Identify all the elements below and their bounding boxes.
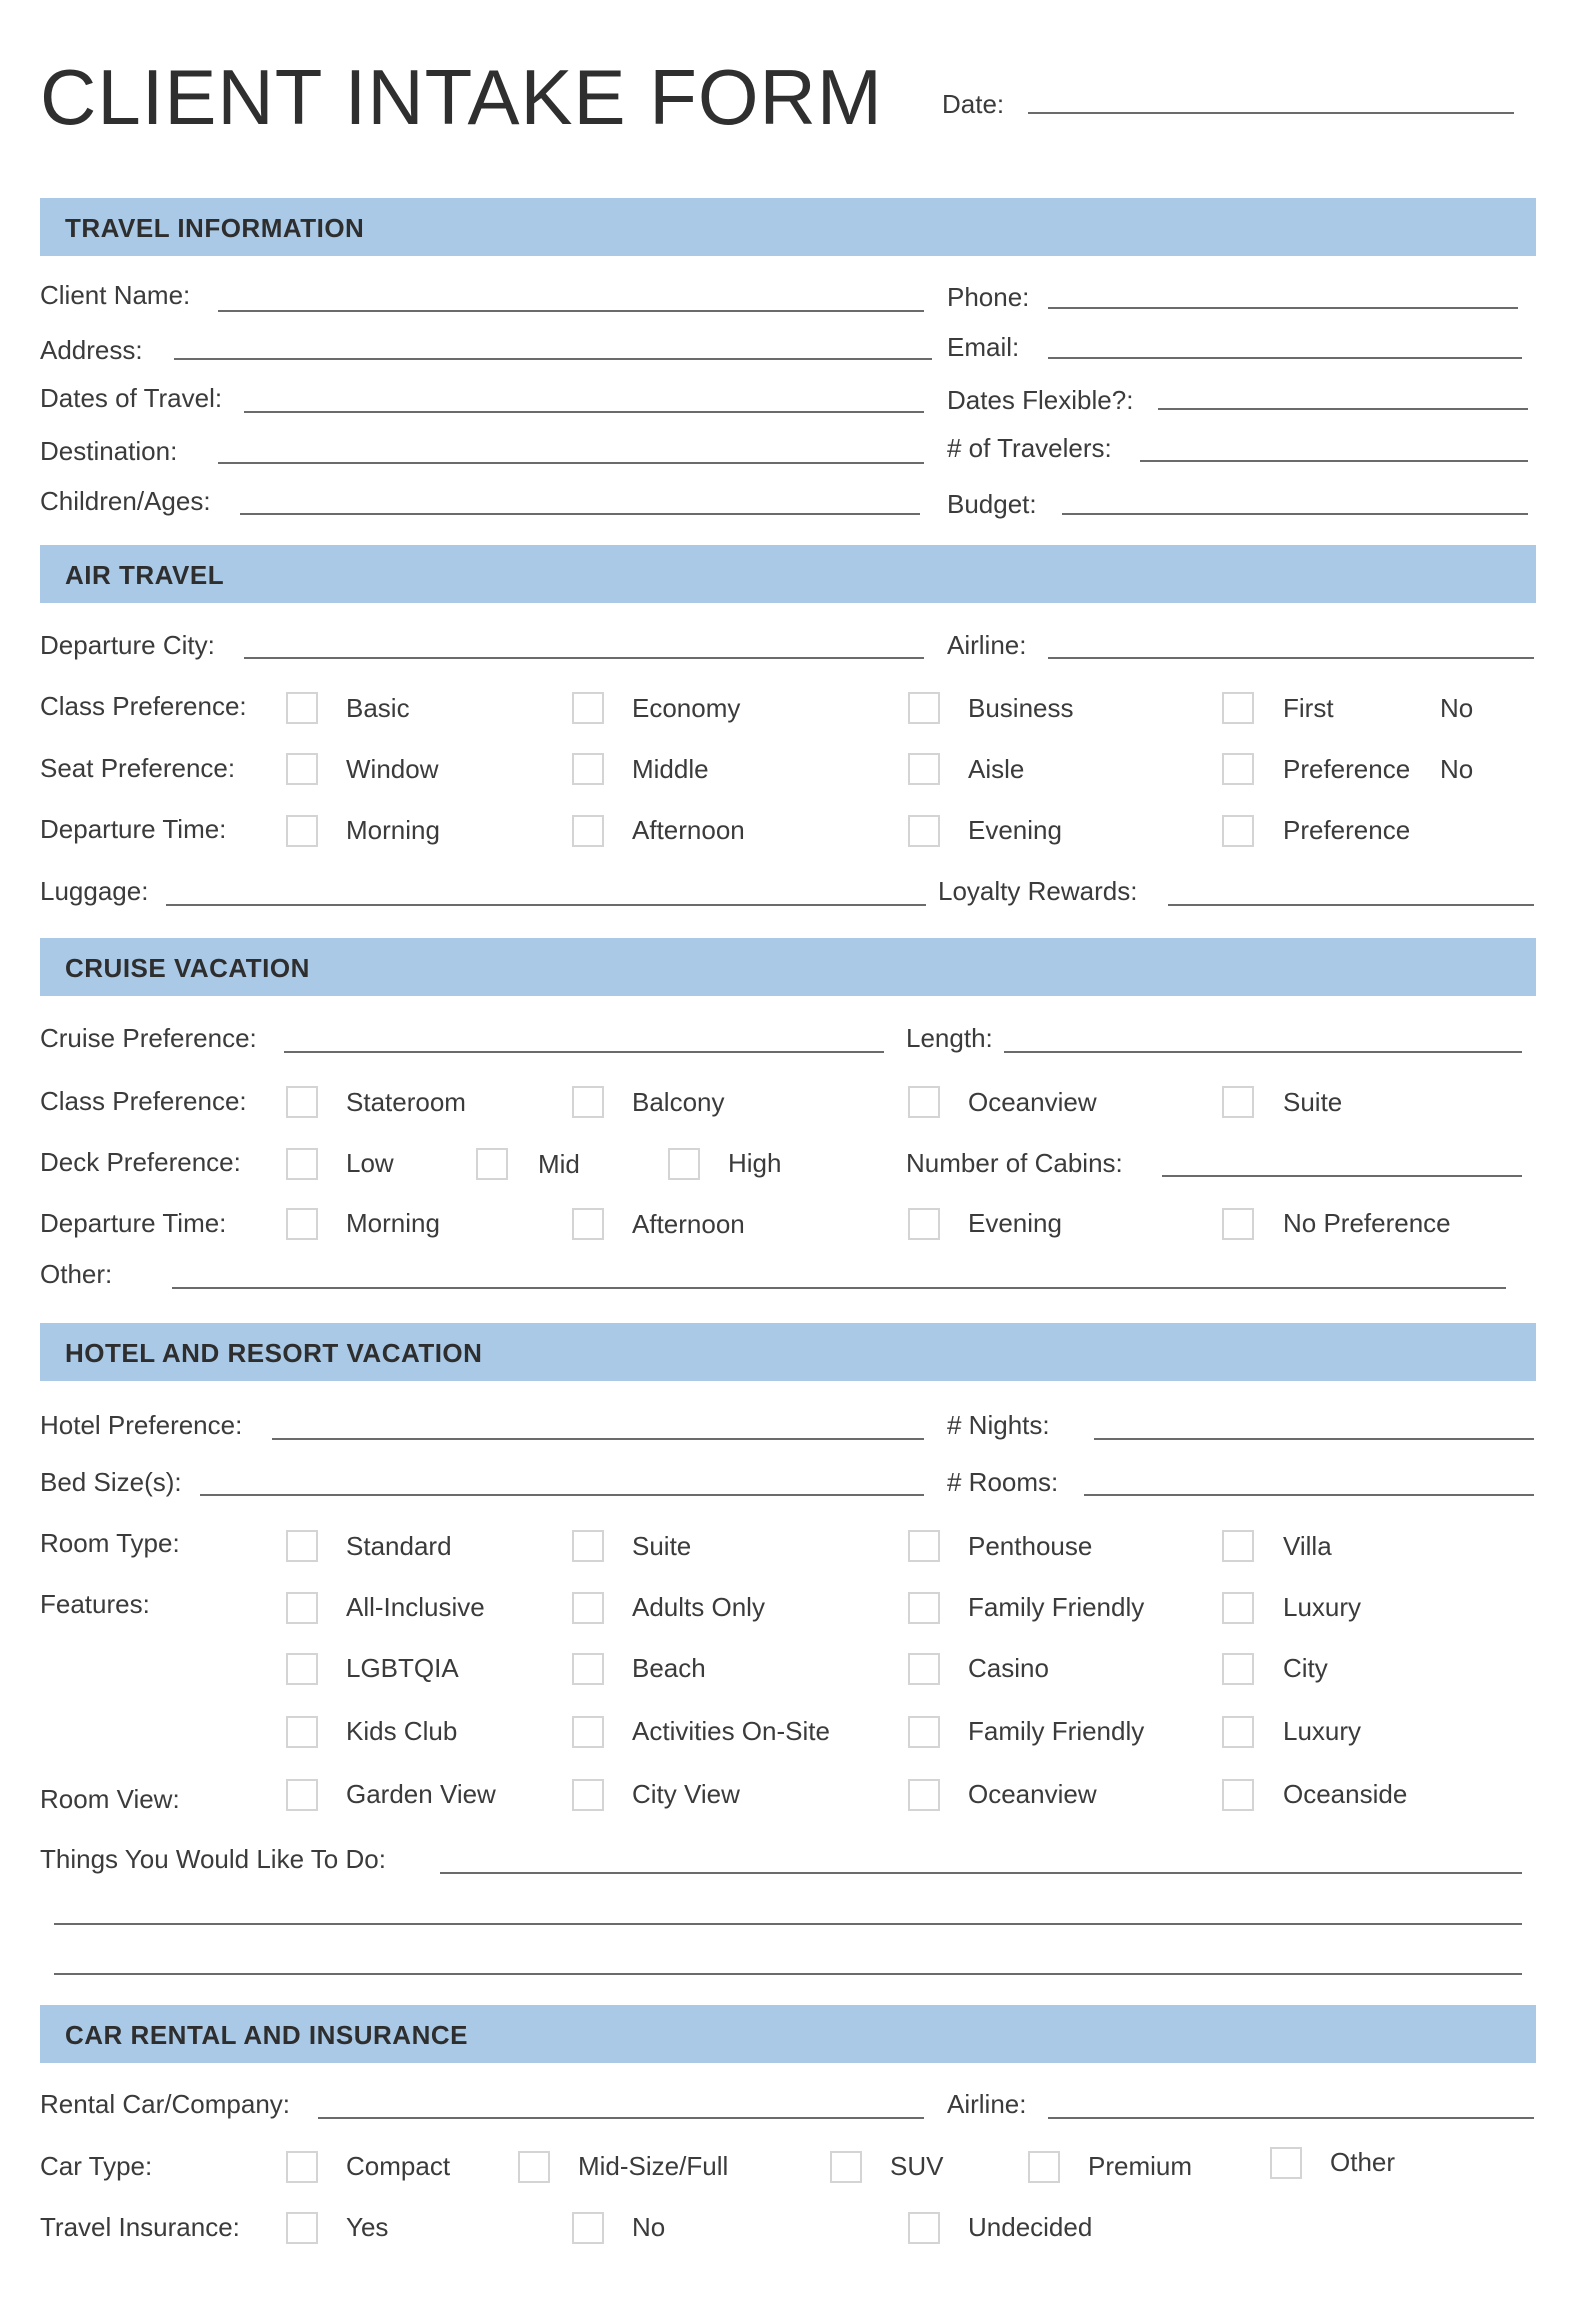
hotel-preference-label: Hotel Preference:	[40, 1410, 243, 1440]
form-title: CLIENT INTAKE FORM	[40, 53, 883, 141]
number-of-cabins-label: Number of Cabins:	[906, 1148, 1123, 1178]
date-label: Date:	[942, 89, 1005, 119]
class-business-checkbox[interactable]	[908, 692, 940, 724]
feature-family-friendly-label: Family Friendly	[968, 1592, 1145, 1622]
cruise-oceanview-label: Oceanview	[968, 1087, 1097, 1117]
deck-low-label: Low	[346, 1148, 394, 1178]
view-garden-checkbox[interactable]	[286, 1779, 318, 1811]
time-evening-checkbox[interactable]	[908, 815, 940, 847]
dates-flexible-label: Dates Flexible?:	[947, 385, 1134, 415]
view-oceanview-checkbox[interactable]	[908, 1779, 940, 1811]
insurance-no-label: No	[632, 2212, 666, 2242]
dates-of-travel-field[interactable]	[244, 411, 924, 413]
cruise-class-label: Class Preference:	[40, 1086, 247, 1116]
class-economy-label: Economy	[632, 693, 741, 723]
section-title: TRAVEL INFORMATION	[65, 213, 365, 243]
car-compact-checkbox[interactable]	[286, 2151, 318, 2183]
time-morning-label: Morning	[346, 815, 440, 845]
cruise-balcony-label: Balcony	[632, 1087, 725, 1117]
no-text: No	[1440, 754, 1474, 784]
class-first-label: First	[1283, 693, 1334, 723]
cruise-balcony-checkbox[interactable]	[572, 1086, 604, 1118]
feature-luxury-2-checkbox[interactable]	[1222, 1716, 1254, 1748]
class-basic-label: Basic	[346, 693, 410, 723]
departure-city-field[interactable]	[244, 657, 924, 659]
other-field[interactable]	[172, 1287, 1506, 1289]
feature-luxury-checkbox[interactable]	[1222, 1592, 1254, 1624]
car-premium-label: Premium	[1088, 2151, 1193, 2181]
car-compact-label: Compact	[346, 2151, 451, 2181]
airline-label: Airline:	[947, 630, 1027, 660]
room-penthouse-checkbox[interactable]	[908, 1530, 940, 1562]
view-oceanside-label: Oceanside	[1283, 1779, 1408, 1809]
children-ages-label: Children/Ages:	[40, 486, 211, 516]
bed-size-field[interactable]	[200, 1494, 924, 1496]
other-label: Other:	[40, 1259, 113, 1289]
client-name-label: Client Name:	[40, 280, 191, 310]
insurance-undecided-checkbox[interactable]	[908, 2212, 940, 2244]
date-field[interactable]	[1028, 112, 1514, 114]
feature-beach-label: Beach	[632, 1653, 706, 1683]
num-travelers-field[interactable]	[1140, 460, 1528, 462]
deck-mid-label: Mid	[538, 1149, 580, 1179]
rooms-field[interactable]	[1084, 1494, 1534, 1496]
view-city-label: City View	[632, 1779, 740, 1809]
deck-preference-label: Deck Preference:	[40, 1147, 241, 1177]
feature-city-checkbox[interactable]	[1222, 1653, 1254, 1685]
car-type-label: Car Type:	[40, 2151, 153, 2181]
cruise-no-preference-label: No Preference	[1283, 1208, 1451, 1238]
destination-label: Destination:	[40, 436, 178, 466]
loyalty-rewards-field[interactable]	[1168, 904, 1534, 906]
feature-family-friendly-checkbox[interactable]	[908, 1592, 940, 1624]
view-garden-label: Garden View	[346, 1779, 496, 1809]
car-mid-size-checkbox[interactable]	[518, 2151, 550, 2183]
travel-insurance-label: Travel Insurance:	[40, 2212, 240, 2242]
departure-time-label: Departure Time:	[40, 814, 227, 844]
number-of-cabins-field[interactable]	[1162, 1175, 1522, 1177]
rooms-label: # Rooms:	[947, 1467, 1059, 1497]
feature-kids-club-checkbox[interactable]	[286, 1716, 318, 1748]
seat-preference-label: Seat Preference:	[40, 753, 236, 783]
things-to-do-field-line-2[interactable]	[54, 1923, 1522, 1925]
phone-label: Phone:	[947, 282, 1030, 312]
nights-field[interactable]	[1094, 1438, 1534, 1440]
feature-lgbtqia-label: LGBTQIA	[346, 1653, 459, 1683]
room-penthouse-label: Penthouse	[968, 1531, 1093, 1561]
section-title: HOTEL AND RESORT VACATION	[65, 1338, 483, 1368]
length-label: Length:	[906, 1023, 993, 1053]
dates-flexible-field[interactable]	[1158, 408, 1528, 410]
feature-beach-checkbox[interactable]	[572, 1653, 604, 1685]
seat-no-preference-checkbox[interactable]	[1222, 753, 1254, 785]
time-afternoon-checkbox[interactable]	[572, 815, 604, 847]
feature-activities-checkbox[interactable]	[572, 1716, 604, 1748]
budget-label: Budget:	[947, 489, 1037, 519]
room-suite-label: Suite	[632, 1531, 692, 1561]
feature-family-friendly-2-label: Family Friendly	[968, 1716, 1145, 1746]
room-standard-checkbox[interactable]	[286, 1530, 318, 1562]
destination-field[interactable]	[218, 462, 924, 464]
time-no-preference-checkbox[interactable]	[1222, 815, 1254, 847]
children-ages-field[interactable]	[240, 513, 920, 515]
class-preference-label: Class Preference:	[40, 691, 247, 721]
car-other-label: Other	[1330, 2147, 1396, 2177]
rental-company-field[interactable]	[318, 2117, 924, 2119]
loyalty-rewards-label: Loyalty Rewards:	[938, 876, 1138, 906]
room-villa-checkbox[interactable]	[1222, 1530, 1254, 1562]
seat-middle-label: Middle	[632, 754, 709, 784]
section-title: CAR RENTAL AND INSURANCE	[65, 2020, 468, 2050]
insurance-yes-checkbox[interactable]	[286, 2212, 318, 2244]
deck-high-label: High	[728, 1148, 782, 1178]
deck-mid-checkbox[interactable]	[476, 1148, 508, 1180]
car-suv-checkbox[interactable]	[830, 2151, 862, 2183]
length-field[interactable]	[1004, 1051, 1522, 1053]
cruise-stateroom-checkbox[interactable]	[286, 1086, 318, 1118]
cruise-morning-checkbox[interactable]	[286, 1208, 318, 1240]
things-to-do-label: Things You Would Like To Do:	[40, 1844, 386, 1874]
email-field[interactable]	[1048, 357, 1522, 359]
nights-label: # Nights:	[947, 1410, 1050, 1440]
feature-casino-label: Casino	[968, 1653, 1049, 1683]
time-afternoon-label: Afternoon	[632, 815, 745, 845]
things-to-do-field-line-3[interactable]	[54, 1973, 1522, 1975]
cruise-stateroom-label: Stateroom	[346, 1087, 466, 1117]
cruise-afternoon-label: Afternoon	[632, 1209, 745, 1239]
class-basic-checkbox[interactable]	[286, 692, 318, 724]
address-field[interactable]	[174, 358, 932, 360]
room-type-label: Room Type:	[40, 1528, 180, 1558]
room-standard-label: Standard	[346, 1531, 452, 1561]
time-preference-label: Preference	[1283, 815, 1411, 845]
departure-city-label: Departure City:	[40, 630, 215, 660]
insurance-no-checkbox[interactable]	[572, 2212, 604, 2244]
room-villa-label: Villa	[1283, 1531, 1332, 1561]
time-evening-label: Evening	[968, 815, 1062, 845]
section-header-car-rental	[40, 2005, 1536, 2063]
cruise-preference-field[interactable]	[284, 1051, 884, 1053]
feature-luxury-2-label: Luxury	[1283, 1716, 1362, 1746]
cruise-departure-time-label: Departure Time:	[40, 1208, 227, 1238]
seat-middle-checkbox[interactable]	[572, 753, 604, 785]
view-oceanside-checkbox[interactable]	[1222, 1779, 1254, 1811]
num-travelers-label: # of Travelers:	[947, 433, 1112, 463]
seat-window-label: Window	[346, 754, 439, 784]
feature-lgbtqia-checkbox[interactable]	[286, 1653, 318, 1685]
phone-field[interactable]	[1048, 307, 1518, 309]
bed-size-label: Bed Size(s):	[40, 1467, 182, 1497]
cruise-suite-label: Suite	[1283, 1087, 1343, 1117]
section-title: AIR TRAVEL	[65, 560, 225, 590]
car-airline-field[interactable]	[1048, 2117, 1534, 2119]
insurance-yes-label: Yes	[346, 2212, 389, 2242]
feature-kids-club-label: Kids Club	[346, 1716, 458, 1746]
feature-all-inclusive-checkbox[interactable]	[286, 1592, 318, 1624]
cruise-morning-label: Morning	[346, 1208, 440, 1238]
seat-window-checkbox[interactable]	[286, 753, 318, 785]
section-header-air-travel	[40, 545, 1536, 603]
room-suite-checkbox[interactable]	[572, 1530, 604, 1562]
deck-high-checkbox[interactable]	[668, 1148, 700, 1180]
seat-aisle-label: Aisle	[968, 754, 1025, 784]
luggage-field[interactable]	[166, 904, 926, 906]
hotel-preference-field[interactable]	[272, 1438, 924, 1440]
budget-field[interactable]	[1062, 513, 1528, 515]
feature-casino-checkbox[interactable]	[908, 1653, 940, 1685]
rental-company-label: Rental Car/Company:	[40, 2089, 290, 2119]
section-header-hotel	[40, 1323, 1536, 1381]
seat-aisle-checkbox[interactable]	[908, 753, 940, 785]
cruise-evening-label: Evening	[968, 1208, 1062, 1238]
email-label: Email:	[947, 332, 1020, 362]
seat-preference-option-label: Preference	[1283, 754, 1411, 784]
car-suv-label: SUV	[890, 2151, 944, 2181]
no-text: No	[1440, 693, 1474, 723]
things-to-do-field[interactable]	[440, 1872, 1522, 1874]
features-label: Features:	[40, 1589, 150, 1619]
cruise-oceanview-checkbox[interactable]	[908, 1086, 940, 1118]
cruise-preference-label: Cruise Preference:	[40, 1023, 257, 1053]
cruise-evening-checkbox[interactable]	[908, 1208, 940, 1240]
feature-all-inclusive-label: All-Inclusive	[346, 1592, 485, 1622]
car-airline-label: Airline:	[947, 2089, 1027, 2119]
feature-activities-label: Activities On-Site	[632, 1716, 830, 1746]
insurance-undecided-label: Undecided	[968, 2212, 1093, 2242]
car-mid-size-label: Mid-Size/Full	[578, 2151, 729, 2181]
section-title: CRUISE VACATION	[65, 953, 310, 983]
airline-field[interactable]	[1048, 657, 1534, 659]
class-business-label: Business	[968, 693, 1074, 723]
deck-low-checkbox[interactable]	[286, 1148, 318, 1180]
car-other-checkbox[interactable]	[1270, 2147, 1302, 2179]
feature-luxury-label: Luxury	[1283, 1592, 1362, 1622]
class-first-checkbox[interactable]	[1222, 692, 1254, 724]
client-name-field[interactable]	[218, 310, 924, 312]
room-view-label: Room View:	[40, 1784, 180, 1814]
view-oceanview-label: Oceanview	[968, 1779, 1097, 1809]
class-economy-checkbox[interactable]	[572, 692, 604, 724]
cruise-no-preference-checkbox[interactable]	[1222, 1208, 1254, 1240]
address-label: Address:	[40, 335, 143, 365]
cruise-suite-checkbox[interactable]	[1222, 1086, 1254, 1118]
dates-of-travel-label: Dates of Travel:	[40, 383, 223, 413]
car-premium-checkbox[interactable]	[1028, 2151, 1060, 2183]
feature-city-label: City	[1283, 1653, 1328, 1683]
section-header-travel	[40, 198, 1536, 256]
cruise-afternoon-checkbox[interactable]	[572, 1208, 604, 1240]
section-header-cruise	[40, 938, 1536, 996]
view-city-checkbox[interactable]	[572, 1779, 604, 1811]
feature-family-friendly-2-checkbox[interactable]	[908, 1716, 940, 1748]
time-morning-checkbox[interactable]	[286, 815, 318, 847]
luggage-label: Luggage:	[40, 876, 149, 906]
feature-adults-only-checkbox[interactable]	[572, 1592, 604, 1624]
feature-adults-only-label: Adults Only	[632, 1592, 765, 1622]
